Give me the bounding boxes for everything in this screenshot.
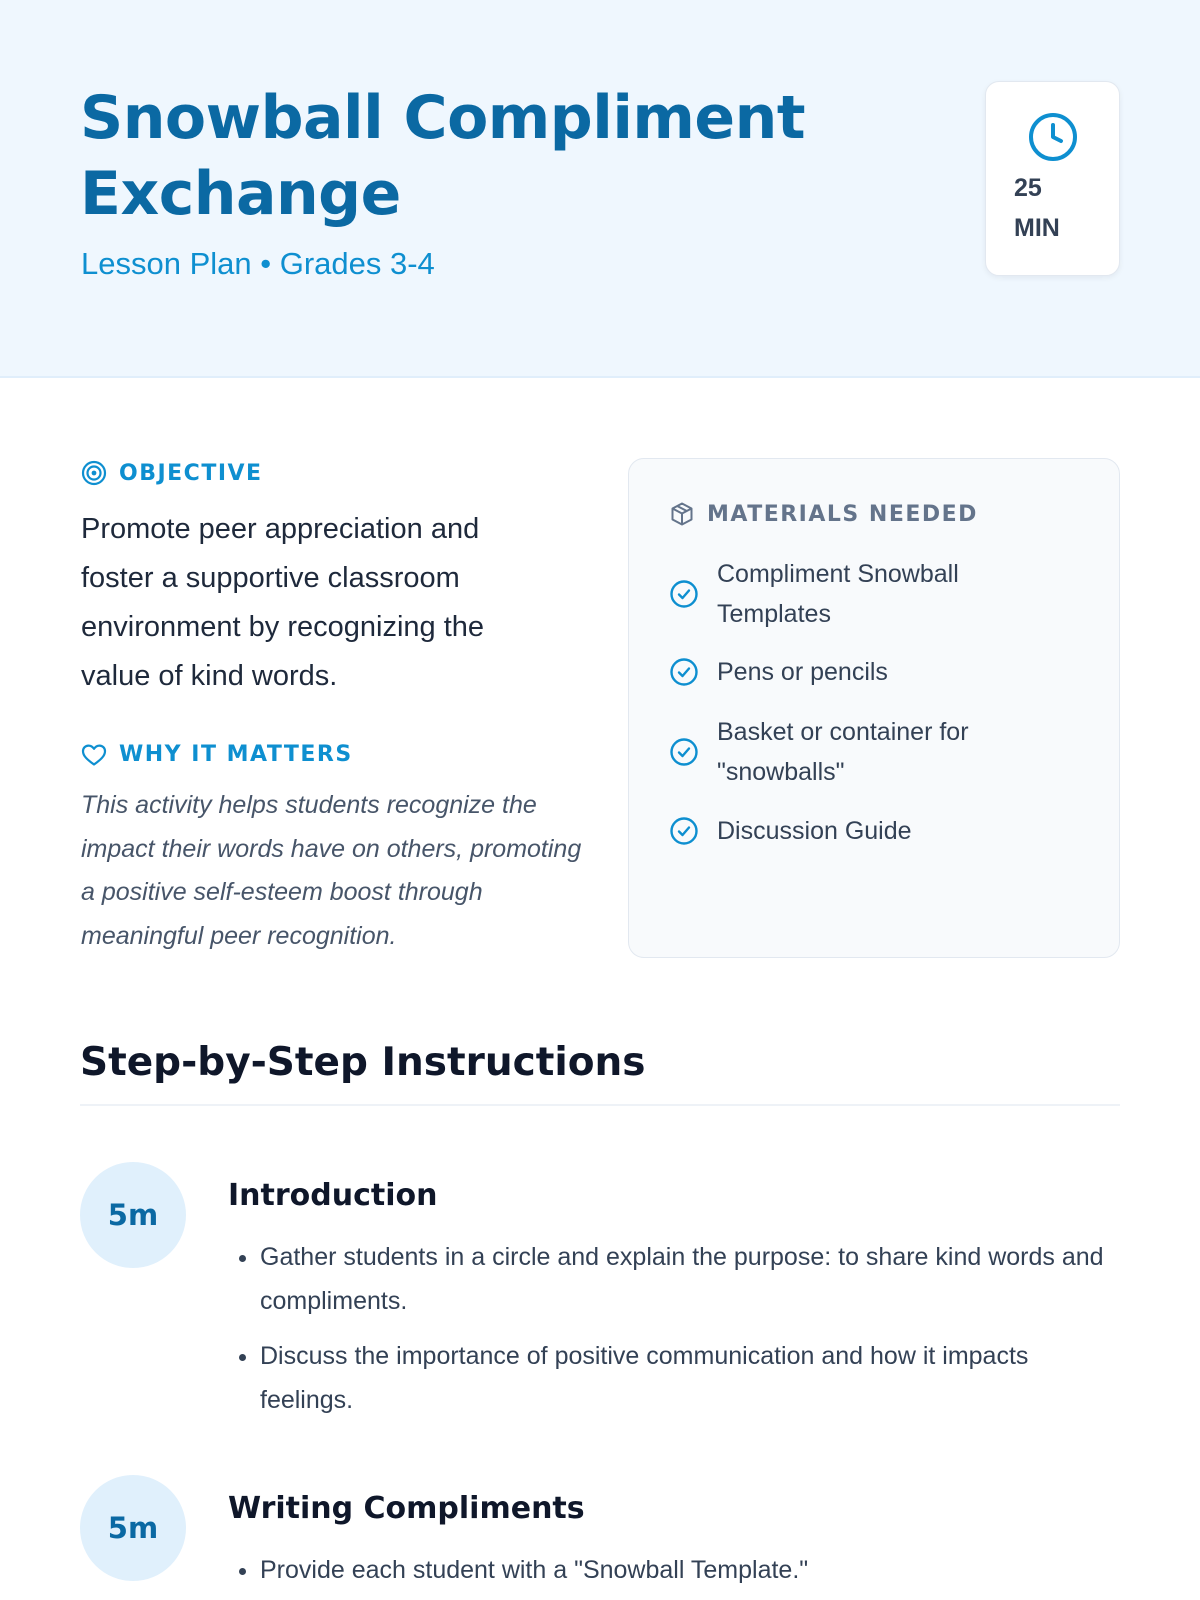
materials-item (669, 712, 1089, 792)
list-item: • Discuss the importance of positive communication and how it impacts feelings. (260, 1335, 1120, 1422)
list-item: • Gather students in a circle and explain the purpose: to share kind words and compliments. (260, 1236, 1120, 1323)
objective-heading (81, 460, 263, 486)
check-circle-icon (669, 816, 699, 846)
list-item: • Provide each student with a "Snowball Template." (260, 1549, 1120, 1593)
steps-title: Step-by-Step Instructions (80, 1040, 646, 1085)
check-circle-icon (669, 657, 699, 687)
check-circle-icon (669, 579, 699, 609)
step-duration-badge: 5m (80, 1162, 186, 1268)
page-title: Snowball Compliment Exchange (80, 83, 806, 229)
step-duration-badge: 5m (80, 1475, 186, 1581)
step-title: Introduction (228, 1178, 438, 1213)
materials-item-label: Discussion Guide (717, 817, 912, 845)
lesson-subtitle: Lesson Plan • Grades 3-4 (81, 246, 435, 281)
lesson-header (0, 0, 1200, 378)
step-bullets (260, 1236, 1120, 1434)
materials-card (628, 458, 1120, 958)
why-text: This activity helps students recognize the impact their words have on others, promoting a positive self-esteem boost through meaningful peer recognition. (81, 791, 582, 950)
materials-item-label: Basket or container for "snowballs" (717, 718, 969, 786)
materials-item-label: Pens or pencils (717, 658, 888, 686)
package-icon (669, 501, 695, 527)
duration-value: 25 (1014, 174, 1042, 202)
materials-heading (669, 501, 978, 527)
target-icon (81, 460, 107, 486)
step-title: Writing Compliments (228, 1491, 585, 1526)
check-circle-icon (669, 737, 699, 767)
materials-item (669, 652, 1089, 692)
why-label: WHY IT MATTERS (119, 742, 353, 767)
objective-text: Promote peer appreciation and foster a supportive classroom environment by recognizing the value of kind words. (81, 513, 485, 692)
step-bullets (260, 1549, 1120, 1600)
duration-card (985, 81, 1120, 276)
materials-item (669, 554, 1089, 634)
clock-icon (1026, 110, 1080, 164)
why-heading (81, 742, 353, 767)
heart-icon (81, 743, 107, 767)
divider (80, 1104, 1120, 1106)
objective-label: OBJECTIVE (119, 460, 263, 486)
duration-unit: MIN (1014, 214, 1060, 242)
materials-item (669, 811, 1089, 851)
materials-item-label: Compliment Snowball Templates (717, 560, 959, 628)
materials-label: MATERIALS NEEDED (707, 501, 978, 527)
